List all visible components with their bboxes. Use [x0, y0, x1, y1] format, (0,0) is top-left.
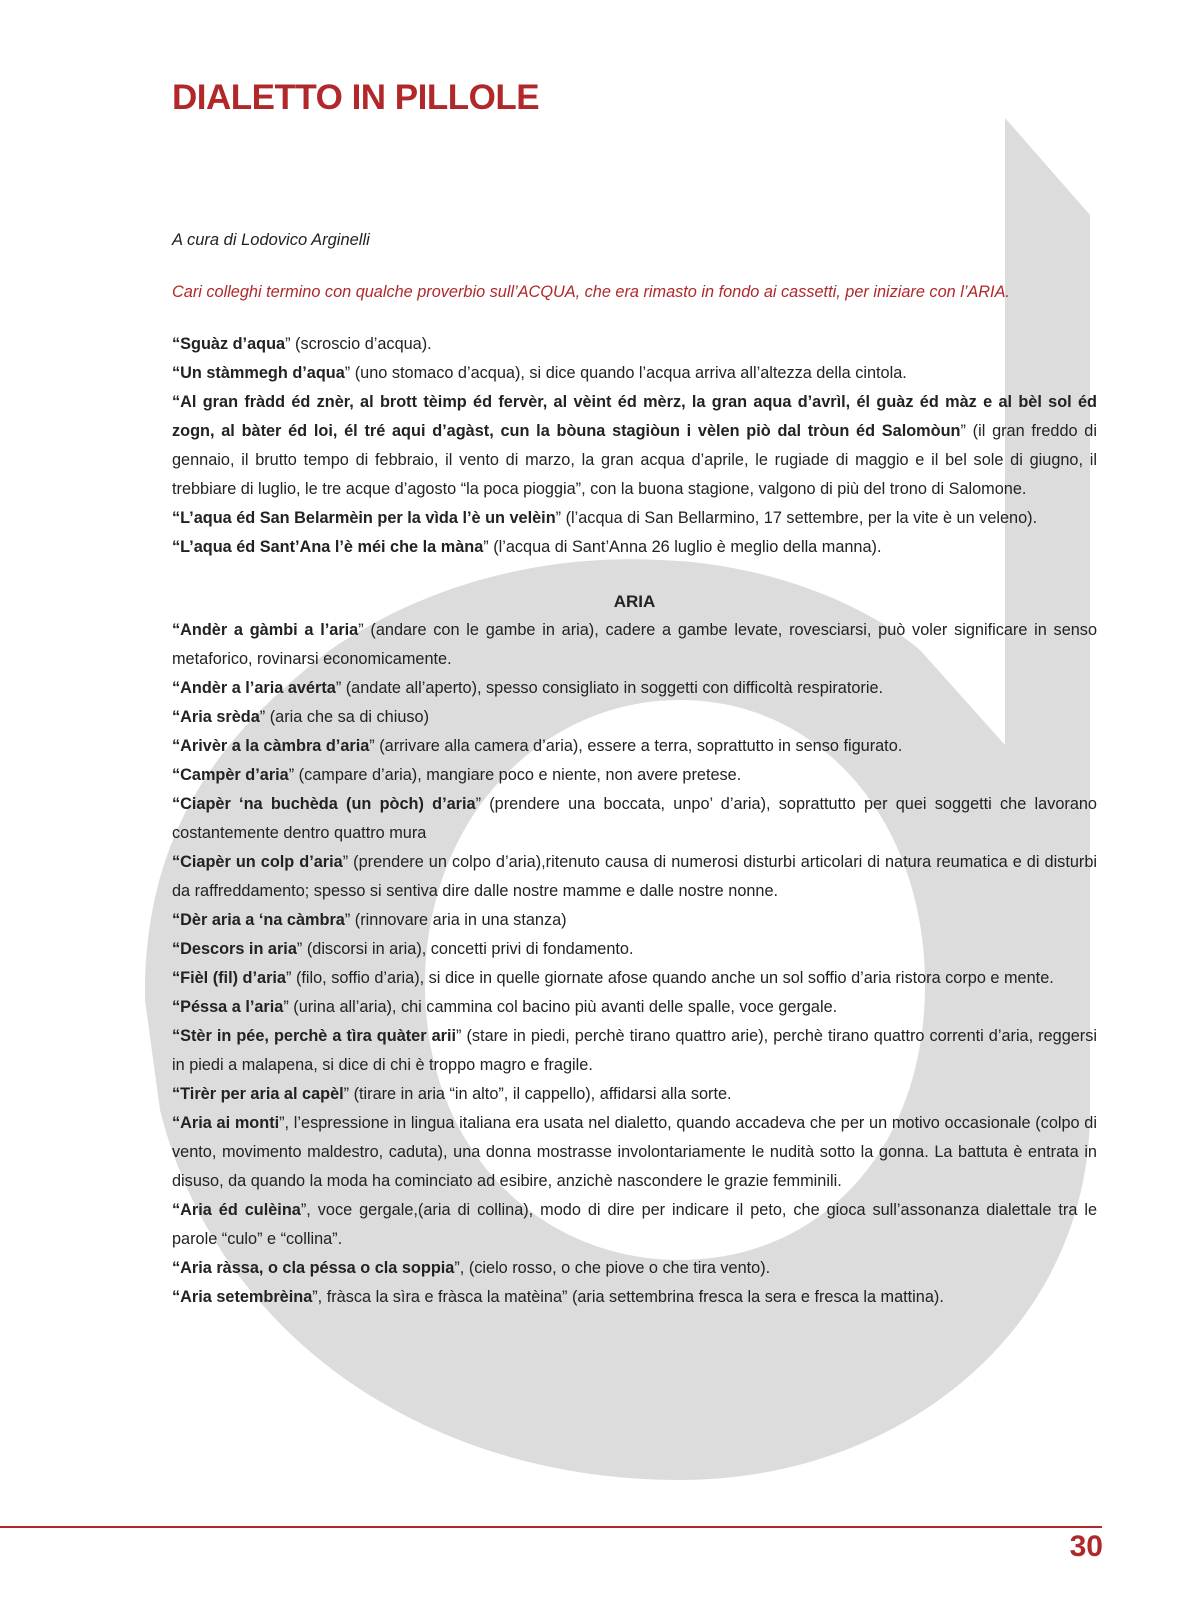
proverb-term: “Stèr in pée, perchè a tìra quàter arii: [172, 1027, 457, 1045]
proverb-term: “Andèr a gàmbi a l’aria: [172, 621, 359, 639]
proverb-entry: [172, 504, 1097, 533]
proverb-translation: ” (scroscio d’acqua).: [285, 335, 432, 353]
proverb-translation: ” (tirare in aria “in alto”, il cappello), affidarsi alla sorte.: [343, 1085, 732, 1103]
proverb-entry: [172, 1022, 1097, 1080]
proverb-term: “Arivèr a la càmbra d’aria: [172, 737, 370, 755]
article-content: [172, 226, 1097, 1312]
proverb-translation: ” (urina all’aria), chi cammina col bacino più avanti delle spalle, voce gergale.: [283, 998, 838, 1016]
proverb-entry: [172, 1283, 1097, 1312]
proverb-entry: [172, 1109, 1097, 1196]
proverb-translation: ”, l’espressione in lingua italiana era usata nel dialetto, quando accadeva che per un motivo occasionale (colpo di vento, movimento maldestro, caduta), una donna mostrasse involontariamente le nudità sotto la gonna. La battuta è entrata in disuso, da quando la moda ha cominciato ad esibire, anzichè nascondere le grazie femminili.: [172, 1114, 1097, 1190]
proverb-term: “Un stàmmegh d’aqua: [172, 364, 345, 382]
proverb-translation: ” (uno stomaco d’acqua), si dice quando l’acqua arriva all’altezza della cintola.: [344, 364, 907, 382]
proverb-entry: [172, 1080, 1097, 1109]
proverb-entry: [172, 616, 1097, 674]
proverb-translation: ” (prendere un colpo d’aria),ritenuto causa di numerosi disturbi articolari di natura reumatica e di disturbi da raffreddamento; spesso si sentiva dire dalle nostre mamme e dalle nostre nonne.: [172, 853, 1097, 900]
proverb-term: “Fièl (fil) d’aria: [172, 969, 286, 987]
page-number: 30: [1069, 1530, 1103, 1563]
proverb-entry: [172, 703, 1097, 732]
proverb-term: “Aria éd culèina: [172, 1201, 301, 1219]
proverb-translation: ” (andate all’aperto), spesso consigliato in soggetti con difficoltà respiratorie.: [335, 679, 884, 697]
proverb-term: “Péssa a l’aria: [172, 998, 284, 1016]
proverb-entry: [172, 1196, 1097, 1254]
proverb-term: “Ciapèr ‘na buchèda (un pòch) d’aria: [172, 795, 476, 813]
proverb-translation: ” (andare con le gambe in aria), cadere a gambe levate, rovesciarsi, può voler significare in senso metaforico, rovinarsi economicamente.: [172, 621, 1097, 668]
intro-paragraph: Cari colleghi termino con qualche proverbio sull’ACQUA, che era rimasto in fondo ai cassetti, per iniziare con l’ARIA.: [172, 283, 1010, 301]
section-heading-aria: ARIA: [613, 592, 656, 611]
proverb-translation: ” (discorsi in aria), concetti privi di fondamento.: [296, 940, 634, 958]
proverb-entry: [172, 935, 1097, 964]
proverb-term: “Ciapèr un colp d’aria: [172, 853, 343, 871]
proverb-entry: [172, 388, 1097, 504]
proverb-translation: ” (l’acqua di San Bellarmino, 17 settembre, per la vite è un veleno).: [555, 509, 1038, 527]
proverb-term: “Andèr a l’aria avérta: [172, 679, 336, 697]
proverb-translation: ”, voce gergale,(aria di collina), modo di dire per indicare il peto, che gioca sull’assonanza dialettale tra le parole “culo” e “collina”.: [172, 1201, 1097, 1248]
proverb-term: “Aria setembrèina: [172, 1288, 313, 1306]
proverb-translation: ” (aria che sa di chiuso): [259, 708, 430, 726]
author-line: A cura di Lodovico Arginelli: [172, 231, 370, 249]
proverb-term: “L’aqua éd San Belarmèin per la vìda l’è un velèin: [172, 509, 556, 527]
proverb-entry: [172, 964, 1097, 993]
proverb-term: “Campèr d’aria: [172, 766, 289, 784]
proverb-translation: ”, fràsca la sìra e fràsca la matèina” (aria settembrina fresca la sera e fresca la mattina).: [312, 1288, 944, 1306]
acqua-proverbs: [172, 330, 1097, 562]
proverb-translation: ” (arrivare alla camera d’aria), essere a terra, soprattutto in senso figurato.: [369, 737, 903, 755]
proverb-translation: ” (campare d’aria), mangiare poco e niente, non avere pretese.: [288, 766, 742, 784]
proverb-term: “Descors in aria: [172, 940, 297, 958]
proverb-term: “Tirèr per aria al capèl: [172, 1085, 344, 1103]
proverb-entry: [172, 848, 1097, 906]
proverb-term: “Aria srèda: [172, 708, 260, 726]
proverb-translation: ” (filo, soffio d’aria), si dice in quelle giornate afose quando anche un sol soffio d’aria ristora corpo e mente.: [286, 969, 1054, 987]
page-title: DIALETTO IN PILLOLE: [172, 78, 540, 117]
proverb-translation: ” (l’acqua di Sant’Anna 26 luglio è meglio della manna).: [483, 538, 882, 556]
proverb-translation: ” (il gran freddo di gennaio, il brutto tempo di febbraio, il vento di marzo, la gran acqua d’aprile, le rugiade di maggio e il bel sole di giugno, il trebbiare di luglio, le tre acque d’agosto “la poca pioggia”, con la buona stagione, valgono di più del trono di Salomone.: [172, 422, 1097, 498]
proverb-term: “Al gran fràdd éd znèr, al brott tèimp éd fervèr, al vèint éd mèrz, la gran aqua d’avrìl, él guàz éd màz e al bèl sol éd zogn, al bàter éd loi, él tré aqui d’agàst, cun la bòuna stagiòun i vèlen piò dal tròun éd Salomòun: [172, 393, 1097, 440]
proverb-translation: ” (stare in piedi, perchè tirano quattro arie), perchè tirano quattro correnti d’aria, reggersi in piedi a malapena, si dice di chi è troppo magro e fragile.: [172, 1027, 1097, 1074]
aria-proverbs: [172, 616, 1097, 1312]
footer-divider: [0, 1526, 1102, 1528]
proverb-term: “Dèr aria a ‘na càmbra: [172, 911, 345, 929]
proverb-translation: ” (prendere una boccata, unpo’ d’aria), soprattutto per quei soggetti che lavorano costantemente dentro quattro mura: [172, 795, 1097, 842]
proverb-entry: [172, 790, 1097, 848]
proverb-entry: [172, 533, 1097, 562]
proverb-entry: [172, 359, 1097, 388]
proverb-entry: [172, 674, 1097, 703]
proverb-translation: ”, (cielo rosso, o che piove o che tira vento).: [454, 1259, 771, 1277]
proverb-term: “Aria ai monti: [172, 1114, 280, 1132]
proverb-entry: [172, 1254, 1097, 1283]
proverb-entry: [172, 761, 1097, 790]
proverb-term: “Sguàz d’aqua: [172, 335, 286, 353]
proverb-entry: [172, 993, 1097, 1022]
proverb-term: “L’aqua éd Sant’Ana l’è méi che la màna: [172, 538, 484, 556]
proverb-entry: [172, 906, 1097, 935]
proverb-translation: ” (rinnovare aria in una stanza): [344, 911, 567, 929]
proverb-term: “Aria ràssa, o cla péssa o cla soppia: [172, 1259, 455, 1277]
proverb-entry: [172, 330, 1097, 359]
proverb-entry: [172, 732, 1097, 761]
